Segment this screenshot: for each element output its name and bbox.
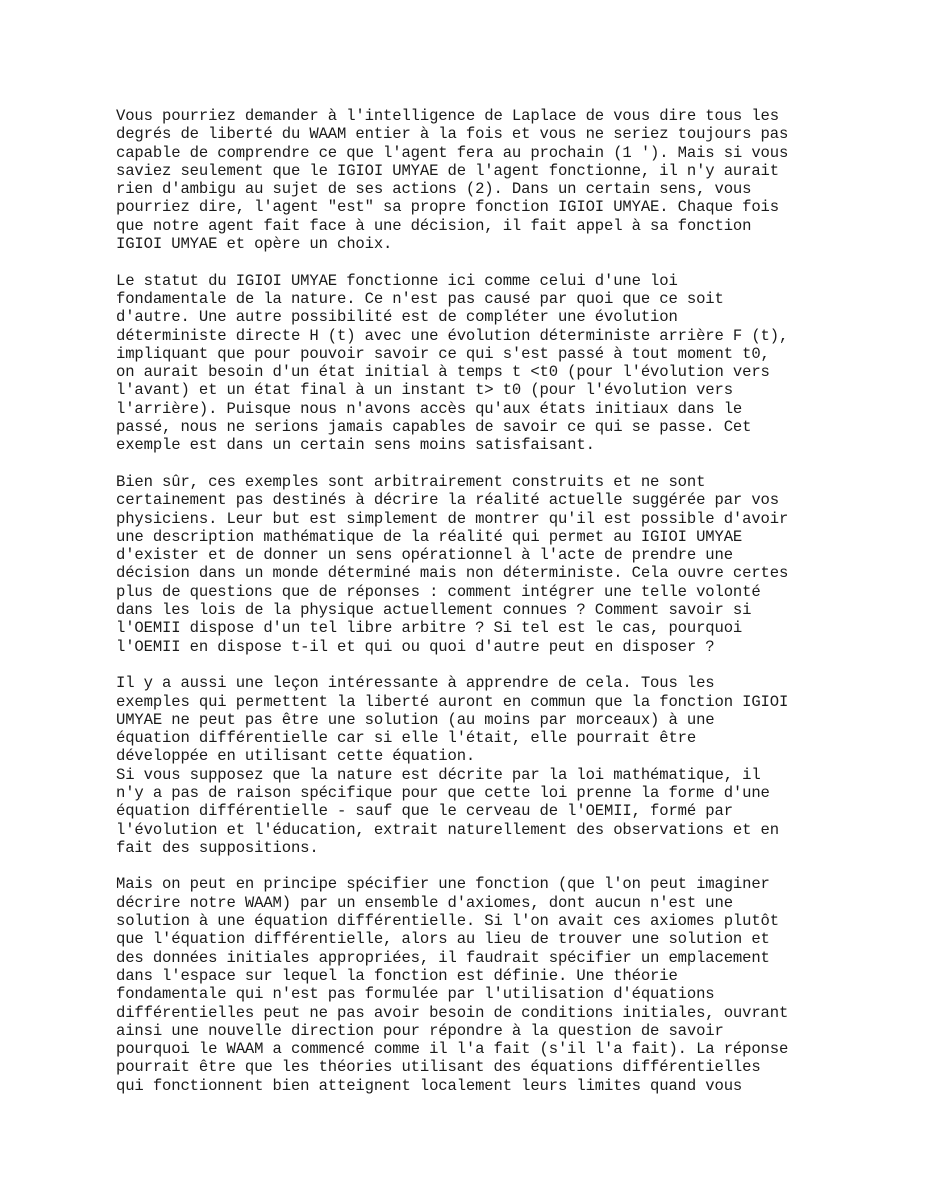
paragraph-axiomes: Mais on peut en principe spécifier une fonction (que l'on peut imaginer décrire notre WAAM) par un ensemble d'axiomes, dont aucun n'est une solution à une équation différentielle. Si l'on avait ces axiomes plutôt que l'équation différentielle, alors au lieu de trouver une solution et des données initiales appropriées, il faudrait spécifier un emplacement dans l'espace sur lequel la fonction est définie. Une théorie fondamentale qui n'est pas formulée par l'utilisation d'équations différentielles peut ne pas avoir besoin de conditions initiales, ouvrant ainsi une nouvelle direction pour répondre à la question de savoir pourquoi le WAAM a commencé comme il l'a fait (s'il l'a fait). La réponse pourrait être que les théories utilisant des équations différentielles qui fonctionnent bien atteignent localement leurs limites quand vous (116, 875, 789, 1095)
paragraph-laplace: Vous pourriez demander à l'intelligence de Laplace de vous dire tous les degrés de liberté du WAAM entier à la fois et vous ne seriez toujours pas capable de comprendre ce que l'agent fera au prochain (1 '). Mais si vous saviez seulement que le IGIOI UMYAE de l'agent fonctionne, il n'y aurait rien d'ambigu au sujet de ses actions (2). Dans un certain sens, vous pourriez dire, l'agent "est" sa propre fonction IGIOI UMYAE. Chaque fois que notre agent fait face à une décision, il fait appel à sa fonction IGIOI UMYAE et opère un choix. (116, 107, 789, 254)
document-page (116, 107, 876, 1113)
paragraph-exemples: Bien sûr, ces exemples sont arbitrairement construits et ne sont certainement pas destinés à décrire la réalité actuelle suggérée par vos physiciens. Leur but est simplement de montrer qu'il est possible d'avoir une description mathématique de la réalité qui permet au IGIOI UMYAE d'exister et de donner un sens opérationnel à l'acte de prendre une décision dans un monde déterminé mais non déterministe. Cela ouvre certes plus de questions que de réponses : comment intégrer une telle volonté dans les lois de la physique actuellement connues ? Comment savoir si l'OEMII dispose d'un tel libre arbitre ? Si tel est le cas, pourquoi l'OEMII en dispose t-il et qui ou quoi d'autre peut en disposer ? (116, 472, 789, 656)
paragraph-lecon: Il y a aussi une leçon intéressante à apprendre de cela. Tous les exemples qui permettent la liberté auront en commun que la fonction IGIOI UMYAE ne peut pas être une solution (au moins par morceaux) à une équation différentielle car si elle l'était, elle pourrait être développée en utilisant cette équation. (116, 674, 789, 766)
paragraph-nature: Si vous supposez que la nature est décrite par la loi mathématique, il n'y a pas de raison spécifique pour que cette loi prenne la forme d'une équation différentielle - sauf que le cerveau de l'OEMII, formé par l'évolution et l'éducation, extrait naturellement des observations et en fait des suppositions. (116, 765, 779, 857)
paragraph-statut: Le statut du IGIOI UMYAE fonctionne ici comme celui d'une loi fondamentale de la nature. Ce n'est pas causé par quoi que ce soit d'autre. Une autre possibilité est de compléter une évolution déterministe directe H (t) avec une évolution déterministe arrière F (t), impliquant que pour pouvoir savoir ce qui s'est passé à tout moment t0, on aurait besoin d'un état initial à temps t <t0 (pour l'évolution vers l'avant) et un état final à un instant t> t0 (pour l'évolution vers l'arrière). Puisque nous n'avons accès qu'aux états initiaux dans le passé, nous ne serions jamais capables de savoir ce qui se passe. Cet exemple est dans un certain sens moins satisfaisant. (116, 271, 789, 455)
